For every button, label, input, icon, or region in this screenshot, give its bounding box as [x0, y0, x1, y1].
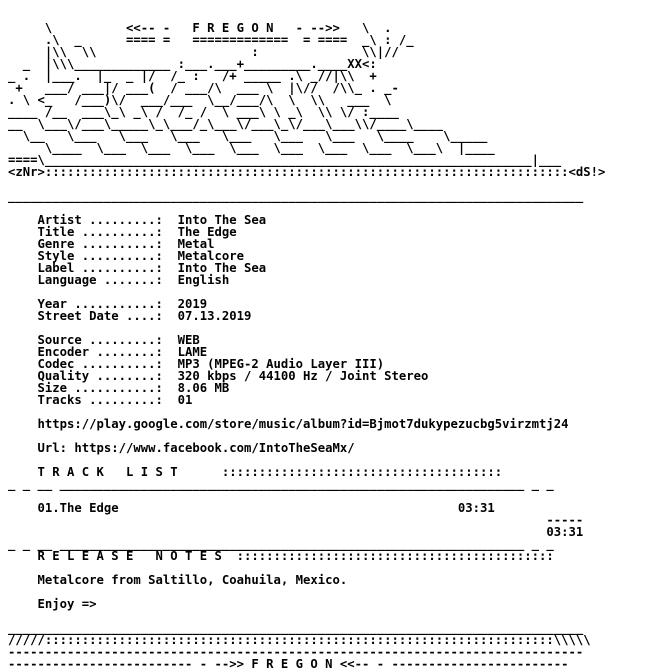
track-duration: 03:31 [457, 501, 495, 515]
facebook-link[interactable]: https://www.facebook.com/IntoTheSeaMx/ [74, 441, 355, 455]
footer-group-line: ------------------------- - -->> F R E G O N <<-- - ------------------------ [8, 657, 569, 671]
field-label: Quality ........: [37, 369, 163, 383]
field-label: Label ..........: [37, 261, 163, 275]
ascii-art-header [8, 22, 648, 178]
url-label: Url: [37, 441, 68, 455]
field-value: 8.06 MB [177, 381, 230, 395]
art-line: .\ _ ==== = ============= = ==== _\ : /_ [8, 33, 414, 47]
footer-rule: ______________________________________________________________________________ [8, 621, 584, 635]
notes-signoff-line [8, 598, 648, 610]
heading-fill: ::::::::::::::::::::::::::::::::::::::::::: [236, 549, 554, 563]
field-label: Genre ..........: [37, 237, 163, 251]
release-info [8, 214, 648, 454]
art-line: __ \___\/___\_____\_\___/_\___\/___\_\/___\___\\/____\____ [8, 117, 444, 131]
field-value: The Edge [177, 225, 237, 239]
art-line: \____ \___ \___ \___ \___ \___ \___ \___ \___\ |____ [8, 141, 495, 155]
notes-text-line [8, 574, 648, 586]
field-value: MP3 (MPEG-2 Audio Layer III) [177, 357, 385, 371]
url-line [8, 442, 648, 454]
field-value: 2019 [177, 297, 208, 311]
total-duration: 03:31 [546, 525, 584, 539]
art-line: _ . |___. |_ _ |/ /_ : /+ _____ .\ _//|\\ + [8, 69, 377, 83]
field-value: Into The Sea [177, 261, 267, 275]
field-label: Title ..........: [37, 225, 163, 239]
signature-bar: <zNr>:::::::::::::::::::::::::::::::::::::::::::::::::::::::::::::::::::::::<dS!> [8, 165, 606, 179]
total-rule: ----- [546, 513, 584, 527]
release-notes-section [8, 550, 648, 610]
header-rule: ====\__________________________________________________________________|___ [8, 153, 562, 167]
field-value: Into The Sea [177, 213, 267, 227]
art-line: \__ \___ \___ \___ \___ \___ \___ \____ \_____ [8, 129, 488, 143]
field-value: Metalcore [177, 249, 245, 263]
field-label: Street Date ....: [37, 309, 163, 323]
art-line: ____ /__ ___\_\ _\ / /_ / \ ___\ \ _\ \\ \/ :____ [8, 105, 399, 119]
field-label: Source .........: [37, 333, 163, 347]
section-rule: _ _ __ _______________________________________________________________ _ _ [8, 477, 554, 491]
field-value: English [177, 273, 230, 287]
field-tracks [8, 394, 648, 406]
field-language [8, 274, 648, 286]
field-label: Encoder ........: [37, 345, 163, 359]
field-value: 320 kbps / 44100 Hz / Joint Stereo [177, 369, 429, 383]
field-label: Style ..........: [37, 249, 163, 263]
section-rule: _ _ __ _______________________________________________________________ _ _ [8, 537, 554, 551]
field-label: Artist .........: [37, 213, 163, 227]
divider: ______________________________________________________________________________ [8, 189, 584, 203]
art-line: |\\ \\ : \\|// [8, 45, 399, 59]
field-label: Year ...........: [37, 297, 163, 311]
field-label: Tracks .........: [37, 393, 163, 407]
notes-heading-line [8, 550, 648, 562]
field-label: Codec ..........: [37, 357, 163, 371]
tracklist-section [8, 466, 648, 550]
field-value: 07.13.2019 [177, 309, 252, 323]
field-label: Language .......: [37, 273, 163, 287]
notes-heading: R E L E A S E N O T E S [37, 549, 222, 563]
art-line: . \ <_ /___)\/ ___/___ \__/___/\ \ \\ ___ \ [8, 93, 392, 107]
field-label: Size ...........: [37, 381, 163, 395]
heading-fill: :::::::::::::::::::::::::::::::::::::: [221, 465, 503, 479]
footer-pattern: /////:::::::::::::::::::::::::::::::::::::::::::::::::::::::::::::::::::::\\\\\ [8, 633, 591, 647]
art-line: _ |\\\_____________ :___.___+_________.____XX<: [8, 57, 377, 71]
field-value: Metal [177, 237, 215, 251]
notes-signoff: Enjoy => [37, 597, 97, 611]
notes-text: Metalcore from Saltillo, Coahuila, Mexico. [37, 573, 348, 587]
store-url-line [8, 418, 648, 430]
store-link[interactable]: https://play.google.com/store/music/album?id=Bjmot7dukypezucbg5virzmtj24 [37, 417, 569, 431]
art-line: + ___/ ___|/ ___( / ___/\ ___ \ |\// /\\_ . _- [8, 81, 399, 95]
field-value: LAME [177, 345, 208, 359]
tracklist-heading: T R A C K L I S T [37, 465, 178, 479]
footer-rule: ------------------------------------------------------------------------------ [8, 645, 584, 659]
field-value: 01 [177, 393, 193, 407]
field-street-date [8, 310, 648, 322]
track-title: 01.The Edge [37, 501, 119, 515]
footer [8, 622, 648, 670]
field-value: WEB [177, 333, 200, 347]
art-line: \ <<-- - F R E G O N - -->> \ . [8, 21, 392, 35]
